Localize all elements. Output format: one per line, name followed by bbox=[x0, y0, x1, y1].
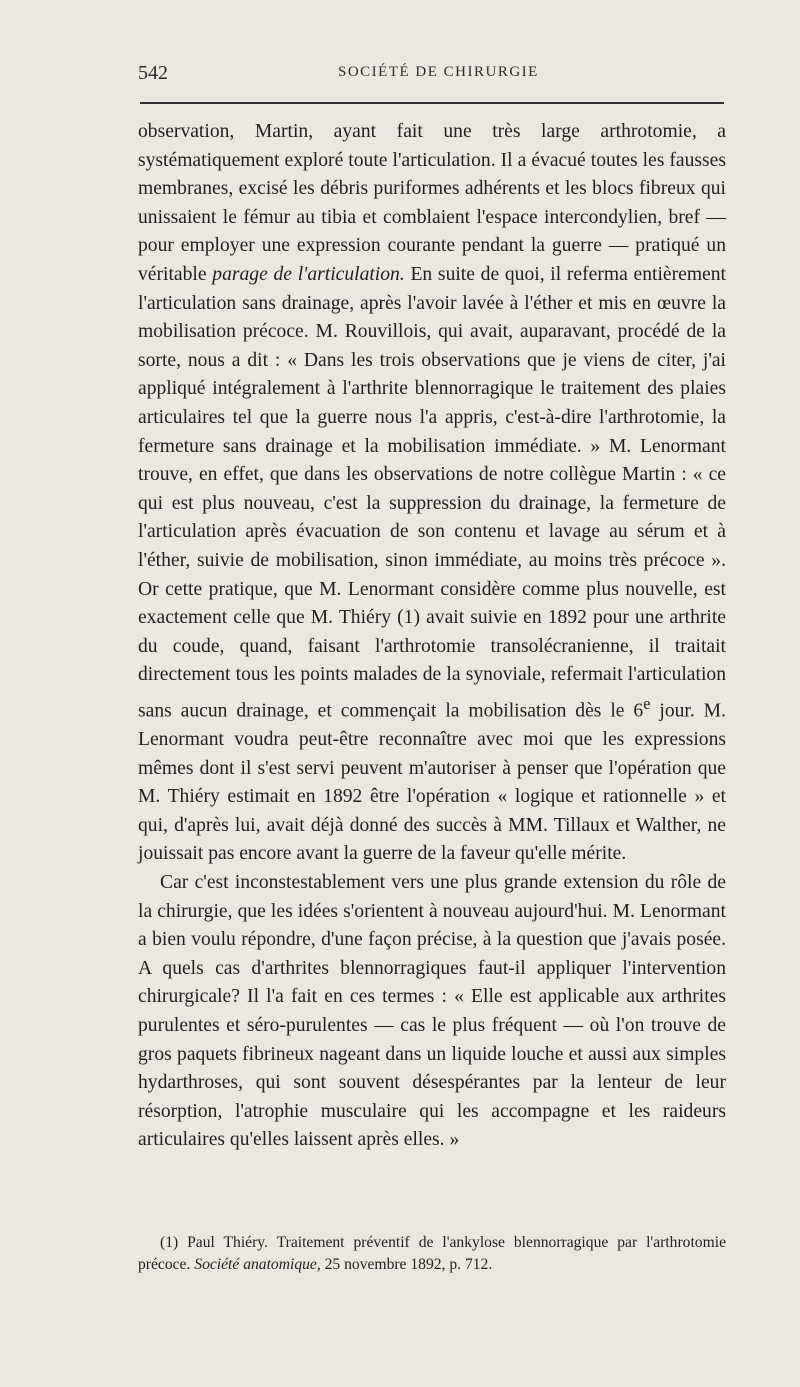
paragraph-1-part-b: En suite de quoi, il referma entièrement l'articulation sans drainage, après l'avoir lavée à l'éther et mis en œuvre la mobilisation précoce. M. Rouvillois, qui avait, auparavant, procédé de la sorte, nous a dit : « Dans les trois observations que je viens de citer, j'ai appliqué intégralement à l'arthrite blennorragique le traitement des plaies articulaires tel que la guerre nous l'a appris, c'est-à-dire l'arthrotomie, la fermeture sans drainage et la mobilisation immédiate. » M. Lenormant trouve, en effet, que dans les observations de notre collègue Martin : « ce qui est plus nouveau, c'est la suppression du drainage, la fermeture de l'articulation après évacuation de son contenu et lavage au sérum et à l'éther, suivie de mobilisation, sinon immédiate, au moins très précoce ». Or cette pratique, que M. Lenormant considère comme plus nouvelle, est exactement celle que M. Thiéry (1) avait suivie en 1892 pour une arthrite du coude, quand, faisant l'arthrotomie transolécranienne, il traitait directement tous les points malades de la synoviale, refermait l'articulation sans aucun drainage, et commençait la mobilisation dès le 6 bbox=[138, 263, 726, 722]
footnote-journal: Société anatomique, bbox=[194, 1256, 321, 1273]
footnote-part-b: 25 novembre 1892, p. 712. bbox=[320, 1256, 493, 1273]
paragraph-1 bbox=[138, 118, 726, 869]
footnote bbox=[138, 1232, 726, 1276]
running-title: SOCIÉTÉ DE CHIRURGIE bbox=[338, 64, 539, 80]
footnote-part-a: (1) Paul Thiéry. Traitement préventif de l'ankylose blennorragique par l'arthrotomie précoce. bbox=[138, 1234, 726, 1273]
paragraph-1-part-a: observation, Martin, ayant fait une très large arthrotomie, a systématiquement exploré toute l'articulation. Il a évacué toutes les fausses membranes, excisé les débris puriformes adhérents et les blocs fibreux qui unissaient le fémur au tibia et comblaient l'espace intercondylien, bref — pour employer une expression courante pendant la guerre — pratiqué un véritable bbox=[138, 121, 726, 285]
paragraph-1-emphasis: parage de l'articulation. bbox=[212, 263, 405, 285]
page-header bbox=[138, 62, 728, 92]
ordinal-superscript: e bbox=[643, 693, 651, 713]
body-text bbox=[138, 118, 726, 1155]
page-number: 542 bbox=[138, 62, 168, 84]
paragraph-2: Car c'est inconstestablement vers une plus grande extension du rôle de la chirurgie, que les idées s'orientent à nouveau aujourd'hui. M. Lenormant a bien voulu répondre, d'une façon précise, à la question que j'avais posée. A quels cas d'arthrites blennorragiques faut-il appliquer l'intervention chirurgicale? Il l'a fait en ces termes : « Elle est applicable aux arthrites purulentes et séro-purulentes — cas le plus fréquent — où l'on trouve de gros paquets fibrineux nageant dans un liquide louche et aussi aux simples hydarthroses, qui sont souvent désespérantes par la lenteur de leur résorption, l'atrophie musculaire qui les accompagne et les raideurs articulaires qu'elles laissent après elles. » bbox=[138, 871, 726, 1151]
paragraph-1-part-c: jour. M. Lenormant voudra peut-être reconnaître avec moi que les expressions mêmes dont il s'est servi peuvent m'autoriser à penser que l'opération que M. Thiéry estimait en 1892 être l'opération « logique et rationnelle » et qui, d'après lui, avait déjà donné des succès à MM. Tillaux et Walther, ne jouissait pas encore avant la guerre de la faveur qu'elle mérite. bbox=[138, 700, 726, 865]
header-rule bbox=[140, 102, 724, 104]
